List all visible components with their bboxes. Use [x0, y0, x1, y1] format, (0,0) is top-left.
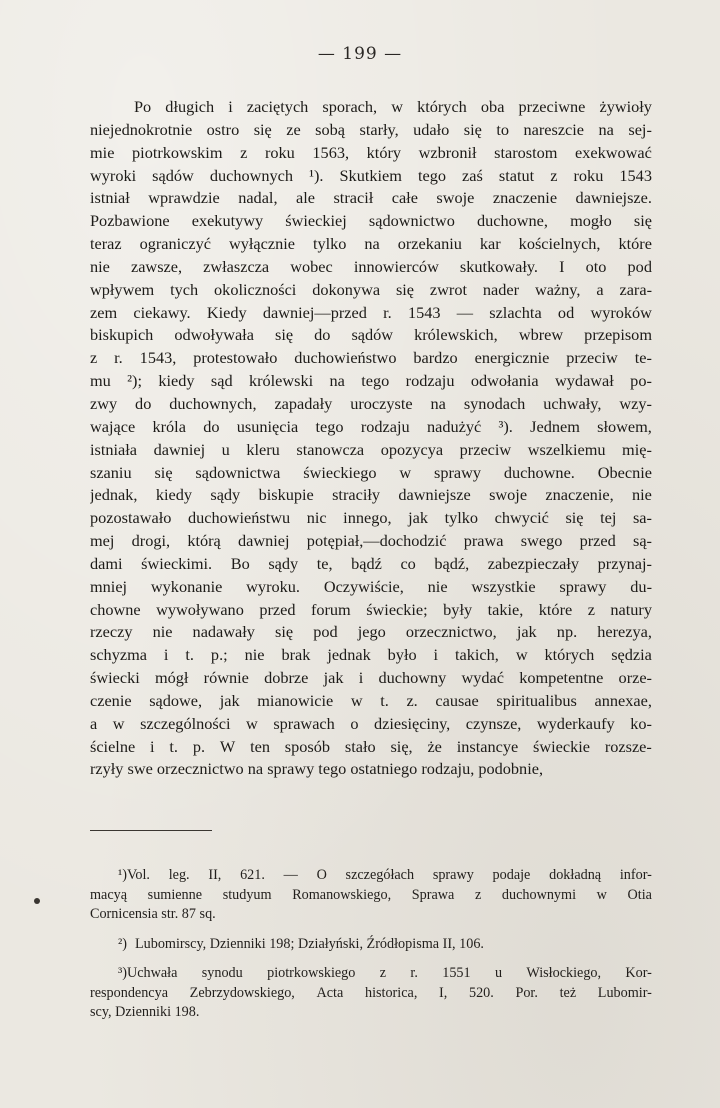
- ink-dot: [34, 898, 40, 904]
- text-line: mu ²); kiedy sąd królewski na tego rodzaju odwołania wydawał po-: [90, 371, 652, 391]
- footnote-1: [90, 866, 652, 925]
- footnote-line: Cornicensia str. 87 sq.: [90, 906, 216, 922]
- text-line: biskupich odwoływała się do sądów królewskich, wbrew przepisom: [90, 325, 652, 345]
- page-number: — 199 —: [317, 44, 403, 64]
- text-line: rzeczy nie nadawały się pod jego orzecznictwo, jak np. herezya,: [90, 622, 652, 642]
- text-line: zwy do duchownych, zapadały uroczyste na synodach uchwały, wzy-: [90, 393, 652, 413]
- text-line: a w szczególności w sprawach o dziesięciny, czynsze, wyderkaufy ko-: [90, 713, 652, 733]
- text-line: świecki mógł równie dobrze jak i duchowny wydać kompetentne orze-: [90, 668, 652, 688]
- text-line: jednak, kiedy sądy biskupie straciły dawniejsze swoje znaczenie, nie: [90, 485, 652, 505]
- footnote-mark: ³): [118, 965, 127, 981]
- text-line: mniej wykonanie wyroku. Oczywiście, nie wszystkie sprawy du-: [90, 576, 652, 596]
- footnote-text: Uchwała synodu piotrkowskiego z r. 1551 u Wisłockiego, Kor-: [126, 965, 652, 981]
- text-line: Po długich i zaciętych sporach, w których oba przeciwne żywioły: [134, 97, 652, 116]
- footnotes: [90, 866, 652, 1033]
- footnote-line: [90, 866, 652, 886]
- footnote-3: [90, 964, 652, 1023]
- text-line: chowne wywoływano przed forum świeckie; były takie, które z natury: [90, 599, 652, 619]
- text-line: wpływem tych okoliczności dokonywa się zwrot nader ważny, a zara-: [90, 279, 652, 299]
- footnote-line: [90, 935, 652, 955]
- text-line: szaniu się sądownictwa świeckiego w sprawy duchowne. Obecnie: [90, 462, 652, 482]
- footnote-line: macyą sumienne studyum Romanowskiego, Sprawa z duchownymi w Otia: [90, 886, 652, 903]
- footnote-mark: ¹): [118, 867, 127, 883]
- text-line: Pozbawione exekutywy świeckiej sądownictwo duchowne, mogło się: [90, 211, 652, 231]
- footnote-2: [90, 935, 652, 955]
- footnote-line: scy, Dzienniki 198.: [90, 1004, 200, 1020]
- text-line: pozostawało duchowieństwu nic innego, jak tylko chwycić się tej sa-: [90, 508, 652, 528]
- text-line: istniała dawniej u kleru stanowcza opozycya przeciw wszelkiemu mię-: [90, 439, 652, 459]
- text-line: schyzma i t. p.; nie brak jednak było i takich, w których sędzia: [90, 645, 652, 665]
- text-line: ścielne i t. p. W ten sposób stało się, że instancye świeckie rozsze-: [90, 736, 652, 756]
- text-line: zem ciekawy. Kiedy dawniej—przed r. 1543 — szlachta od wyroków: [90, 302, 652, 322]
- text-line: mej drogi, którą dawniej potępiał,—dochodzić prawa swego przed są-: [90, 531, 652, 551]
- footnote-text: Lubomirscy, Dzienniki 198; Działyński, Źródłopisma II, 106.: [134, 935, 484, 952]
- text-line: wające króla do usunięcia tego rodzaju nadużyć ³). Jednem słowem,: [90, 416, 652, 436]
- text-line: niejednokrotnie ostro się ze sobą starły, udało się to nareszcie na sej-: [90, 119, 652, 139]
- footnote-line: [90, 964, 652, 984]
- footnote-line: respondencya Zebrzydowskiego, Acta historica, I, 520. Por. też Lubomir-: [90, 984, 652, 1001]
- footnote-separator: [90, 830, 212, 831]
- text-line: teraz ograniczyć wyłącznie tylko na orzekaniu kar kościelnych, które: [90, 234, 652, 254]
- text-line: wyroki sądów duchownych ¹). Skutkiem tego zaś statut z roku 1543: [90, 165, 652, 185]
- footnote-mark: ²): [118, 935, 127, 952]
- text-line: rzyły swe orzecznictwo na sprawy tego ostatniego rodzaju, podobnie,: [90, 759, 544, 779]
- text-line: czenie sądowe, jak mianowicie w t. z. causae spiritualibus annexae,: [90, 690, 652, 710]
- text-line: dami świeckimi. Bo sądy te, bądź co bądź, zabezpieczały przynaj-: [90, 553, 652, 573]
- text-line: nie zawsze, zwłaszcza wobec innowierców skutkowały. I oto pod: [90, 256, 652, 276]
- text-line: mie piotrkowskim z roku 1563, który wzbronił starostom exekwować: [90, 142, 652, 162]
- main-text: [90, 96, 652, 781]
- text-line: istniał wprawdzie nadal, ale stracił całe swoje znaczenie dawniejsze.: [90, 188, 652, 208]
- footnote-text: Vol. leg. II, 621. — O szczegółach sprawy podaje dokładną infor-: [126, 867, 652, 883]
- text-line: z r. 1543, protestowało duchowieństwo bardzo energicznie przeciw te-: [90, 348, 652, 368]
